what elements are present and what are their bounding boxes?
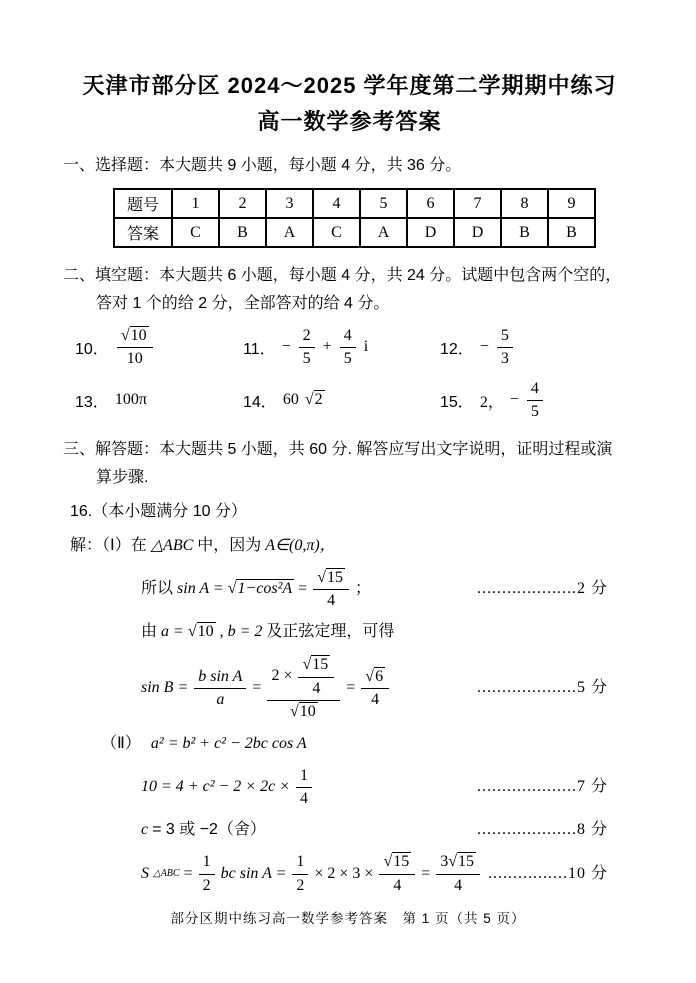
radicand: 15 [393, 853, 410, 871]
a-equals: a = [161, 623, 184, 641]
answer-item-12 [440, 326, 636, 369]
sqrt-expression [365, 668, 385, 686]
angle-condition: A∈(0,π)， [265, 536, 336, 554]
sqrt-expression [290, 703, 318, 721]
answer-cell: D [407, 218, 454, 247]
answer-cell: C [313, 218, 360, 247]
c-result-text: = 3 或 −2（舍） [152, 821, 266, 839]
minus-sign: − [281, 338, 291, 356]
exam-title-line1: 天津市部分区 2024～2025 学年度第二学期期中练习 [82, 73, 617, 98]
radicand: 6 [375, 667, 384, 685]
solution-text: 中，因为 [197, 536, 262, 554]
question-number-row [114, 189, 595, 218]
item-label: 12． [440, 340, 474, 358]
radicand: 15 [458, 853, 475, 871]
minus-sign: − [509, 391, 519, 409]
radicand: 1−cos²A [237, 579, 293, 597]
part2-label: （Ⅱ） [101, 734, 141, 752]
sqrt-symbol: √ [227, 579, 237, 597]
sqrt-symbol: √ [302, 656, 312, 674]
equals-sign: = [421, 864, 431, 882]
question-number-cell: 4 [313, 189, 360, 218]
answer-cell: C [172, 218, 219, 247]
math-fraction [436, 852, 480, 895]
denominator: 2 [202, 876, 211, 894]
denominator: 5 [530, 403, 539, 421]
area-lhs [141, 862, 180, 886]
answer-row [114, 218, 595, 247]
solution-line-2 [141, 568, 636, 611]
math-fraction [299, 326, 315, 369]
question-number-cell: 2 [219, 189, 266, 218]
score-dots-10pts: ................10 分 [487, 864, 608, 882]
answer-item-11 [243, 326, 440, 369]
denominator: 4 [312, 679, 321, 697]
sqrt-symbol: √ [317, 568, 326, 586]
sinB-lhs: sin B = [141, 678, 189, 696]
math-fraction [340, 326, 356, 369]
numerator: 4 [527, 379, 543, 401]
score-dots-2pts: ....................2 分 [476, 579, 608, 597]
math-fraction [296, 766, 312, 809]
denominator: 3 [500, 350, 509, 368]
question-number-cell: 6 [407, 189, 454, 218]
section2-heading-line1: 二、填空题：本大题共 6 小题，每小题 4 分，共 24 分。试题中包含两个空的， [63, 267, 622, 284]
numerator: 4 [340, 326, 356, 348]
question16-label [70, 500, 636, 524]
equals-sign: = [183, 864, 193, 882]
equation-text: 10 = 4 + c² − 2 × 2c × [141, 777, 290, 795]
sqrt-expression [448, 853, 476, 871]
solution-text: 所以 [141, 579, 174, 597]
answer-cell: B [548, 218, 595, 247]
score-dots-8pts: ....................8 分 [476, 821, 608, 839]
numerator: 1 [296, 766, 312, 788]
question-number-cell: 9 [548, 189, 595, 218]
b-equals: , b = 2 [219, 623, 263, 641]
answer-item-10 [75, 326, 243, 369]
sinA-lhs: sin A = [177, 579, 224, 597]
math-fraction [199, 852, 215, 895]
nested-fraction [267, 654, 340, 721]
sqrt-symbol: √ [448, 853, 458, 871]
numerator: 1 [292, 852, 308, 874]
fill-blank-row-1 [63, 326, 636, 369]
sqrt-expression [383, 853, 411, 871]
item-label: 14． [243, 393, 277, 411]
S-symbol: S [141, 864, 149, 882]
numerator: b sin A [194, 667, 246, 689]
item-label: 13． [75, 393, 109, 411]
multiple-choice-answer-table [113, 188, 596, 248]
item-value: 2， [479, 393, 504, 411]
math-fraction [361, 667, 389, 710]
math-fraction [194, 667, 246, 710]
multiplication-chain: × 2 × 3 × [314, 864, 374, 882]
denominator: a [216, 690, 225, 708]
section1-heading: 一、选择题：本大题共 9 小题，每小题 4 分，共 36 分。 [63, 157, 462, 174]
question-number-cell: 8 [501, 189, 548, 218]
answer-cell: A [360, 218, 407, 247]
answer-cell: B [219, 218, 266, 247]
equals-sign: = [252, 678, 262, 696]
numerator: 5 [497, 326, 513, 348]
solution-line-6 [141, 766, 636, 809]
radicand: 10 [197, 623, 214, 641]
row-label-cell: 题号 [114, 189, 172, 218]
item-value: 100π [114, 391, 147, 409]
numerator: 1 [199, 852, 215, 874]
coefficient: 3 [440, 853, 449, 871]
item-label: 11． [243, 340, 276, 358]
numerator-coef: 2 × [271, 667, 293, 685]
imaginary-unit: i [363, 338, 369, 356]
answer-item-15 [440, 379, 636, 422]
radicand: 15 [312, 656, 329, 674]
numerator: 2 [299, 326, 315, 348]
section3-heading-line1: 三、解答题：本大题共 5 小题，共 60 分. 解答应写出文字说明，证明过程或演 [63, 440, 613, 458]
equals-sign: = [346, 678, 356, 696]
solution-line-1 [70, 534, 636, 558]
section3-heading-line2: 算步骤. [96, 468, 149, 486]
answer-item-13 [75, 389, 243, 412]
sqrt-expression [305, 391, 325, 409]
question-number-cell: 5 [360, 189, 407, 218]
sqrt-expression [121, 327, 149, 345]
denominator: 4 [393, 876, 402, 894]
sqrt-symbol: √ [120, 327, 130, 344]
radicand: 10 [130, 327, 147, 344]
semicolon: ； [354, 579, 371, 597]
sqrt-expression [302, 656, 330, 674]
sqrt-symbol: √ [289, 703, 299, 721]
item-label: 15． [440, 393, 474, 411]
plus-sign: + [322, 338, 332, 356]
solution-line-5 [101, 732, 636, 756]
solution-line-4 [141, 654, 636, 721]
denominator: 4 [454, 876, 463, 894]
sqrt-symbol: √ [365, 667, 375, 685]
denominator: 5 [343, 350, 352, 368]
sqrt-symbol: √ [187, 623, 197, 641]
solution-line-7 [141, 818, 636, 842]
bc-sinA: bc sin A = [220, 864, 287, 882]
question-label-text: 16.（本小题满分 10 分） [70, 502, 247, 520]
fill-blank-row-2 [63, 379, 636, 422]
math-fraction [379, 852, 415, 895]
answer-cell: A [266, 218, 313, 247]
c-variable: c [141, 821, 149, 839]
solution-line-8 [141, 852, 636, 895]
math-fraction [527, 379, 543, 422]
question-number-cell: 1 [172, 189, 219, 218]
sqrt-expression [188, 620, 216, 644]
answer-item-14 [243, 389, 440, 412]
answer-cell: B [501, 218, 548, 247]
triangle-subscript: △ABC [153, 867, 180, 879]
solution-text: 及正弦定理，可得 [266, 623, 395, 641]
question-number-cell: 3 [266, 189, 313, 218]
radicand: 2 [314, 391, 323, 409]
solution-prefix: 解：（Ⅰ）在 [70, 536, 147, 554]
denominator: 4 [327, 591, 336, 609]
sqrt-expression [228, 577, 294, 601]
math-fraction [292, 852, 308, 895]
coefficient: 60 [282, 391, 299, 409]
solution-line-3 [141, 620, 636, 644]
math-fraction [313, 568, 349, 611]
sqrt-expression [317, 569, 345, 587]
row-label-cell: 答案 [114, 218, 172, 247]
radicand: 10 [299, 703, 316, 721]
score-dots-7pts: ....................7 分 [476, 777, 608, 795]
denominator: 5 [302, 350, 311, 368]
page-footer: 部分区期中练习高一数学参考答案 第 1 页（共 5 页） [170, 911, 526, 926]
sqrt-symbol: √ [304, 391, 314, 409]
cosine-rule-formula: a² = b² + c² − 2bc cos A [150, 734, 307, 752]
math-fraction [298, 655, 334, 698]
item-label: 10． [75, 340, 109, 358]
section2-heading-line2: 答对 1 个的给 2 分，全部答对的给 4 分。 [96, 295, 390, 312]
math-fraction [117, 326, 153, 369]
answer-cell: D [454, 218, 501, 247]
denominator: 4 [299, 789, 308, 807]
solution-text: 由 [141, 623, 158, 641]
question-number-cell: 7 [454, 189, 501, 218]
sqrt-symbol: √ [383, 853, 393, 871]
denominator: 10 [126, 350, 143, 368]
score-dots-5pts: ....................5 分 [476, 678, 608, 696]
denominator: 2 [296, 876, 305, 894]
denominator: 4 [371, 690, 380, 708]
exam-title-line2: 高一数学参考答案 [257, 109, 442, 134]
equals-sign: = [298, 579, 308, 597]
triangle-abc: △ABC [150, 536, 194, 554]
math-fraction [497, 326, 513, 369]
minus-sign: − [479, 338, 489, 356]
radicand: 15 [326, 568, 343, 586]
